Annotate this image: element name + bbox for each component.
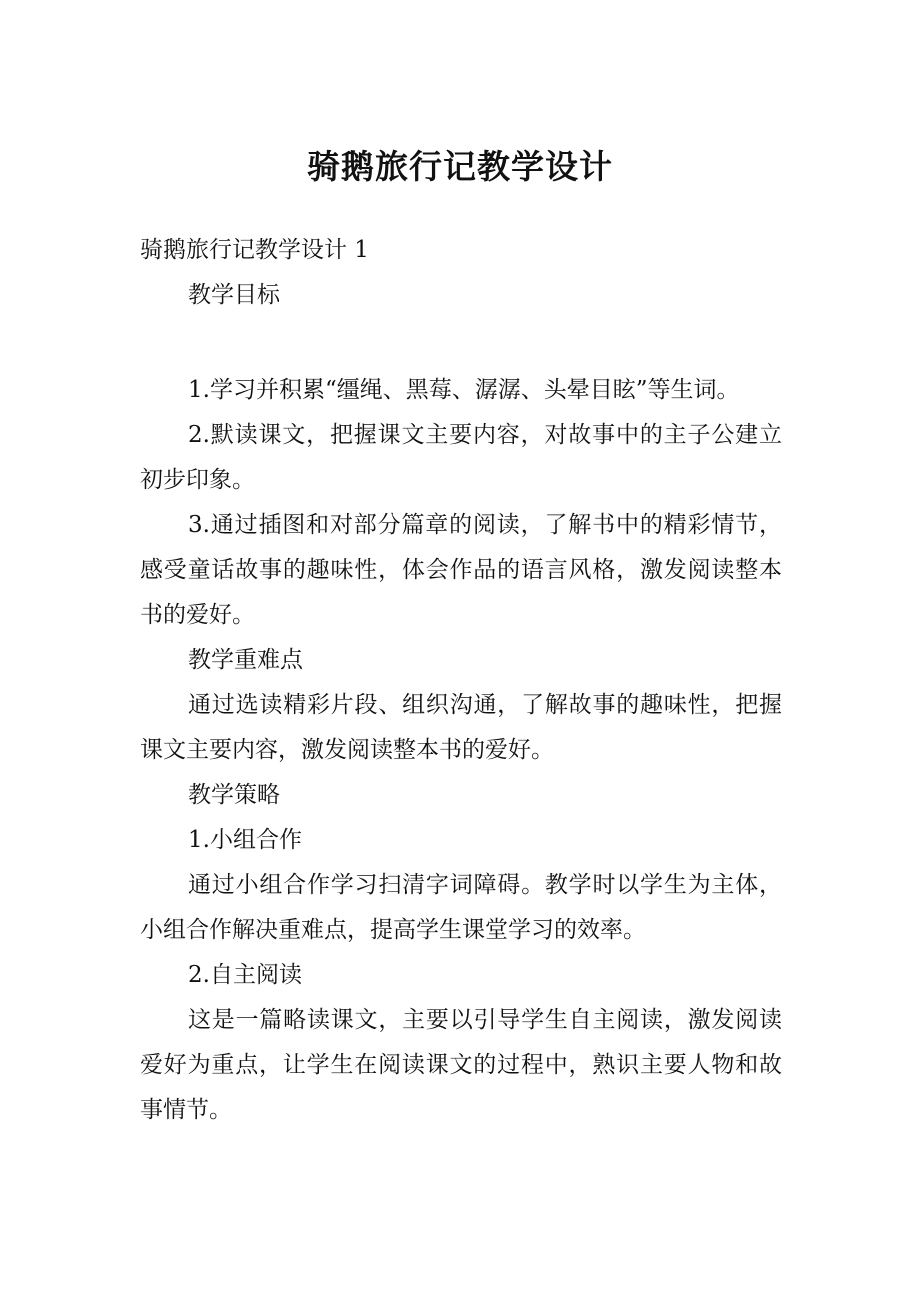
key-points-text: 通过选读精彩片段、组织沟通，了解故事的趣味性，把握课文主要内容，激发阅读整本书的爱好。 bbox=[140, 692, 782, 763]
strategy-item-1-text: 通过小组合作学习扫清字词障碍。教学时以学生为主体，小组合作解决重难点，提高学生课堂学习的效率。 bbox=[140, 872, 782, 943]
strategy-item-1-heading: 1.小组合作 bbox=[188, 827, 302, 853]
strategy-item-2-text: 这是一篇略读课文，主要以引导学生自主阅读，激发阅读爱好为重点，让学生在阅读课文的过程中，熟识主要人物和故事情节。 bbox=[140, 1007, 782, 1123]
goal-item-3: 3.通过插图和对部分篇章的阅读，了解书中的精彩情节，感受童话故事的趣味性，体会作品的语言风格，激发阅读整本书的爱好。 bbox=[140, 512, 782, 628]
blank-spacer bbox=[140, 318, 782, 368]
document-body bbox=[140, 228, 782, 1133]
key-points-heading: 教学重难点 bbox=[188, 647, 303, 673]
goal-item-2: 2.默读课文，把握课文主要内容，对故事中的主子公建立初步印象。 bbox=[140, 422, 782, 493]
goal-item-1: 1.学习并积累“缰绳、黑莓、潺潺、头晕目眩”等生词。 bbox=[188, 377, 740, 403]
goal-heading: 教学目标 bbox=[188, 282, 280, 308]
strategy-item-2-heading: 2.自主阅读 bbox=[188, 962, 302, 988]
section-heading: 骑鹅旅行记教学设计 1 bbox=[140, 237, 369, 263]
document-title: 骑鹅旅行记教学设计 bbox=[307, 147, 613, 186]
strategy-heading: 教学策略 bbox=[188, 782, 280, 808]
